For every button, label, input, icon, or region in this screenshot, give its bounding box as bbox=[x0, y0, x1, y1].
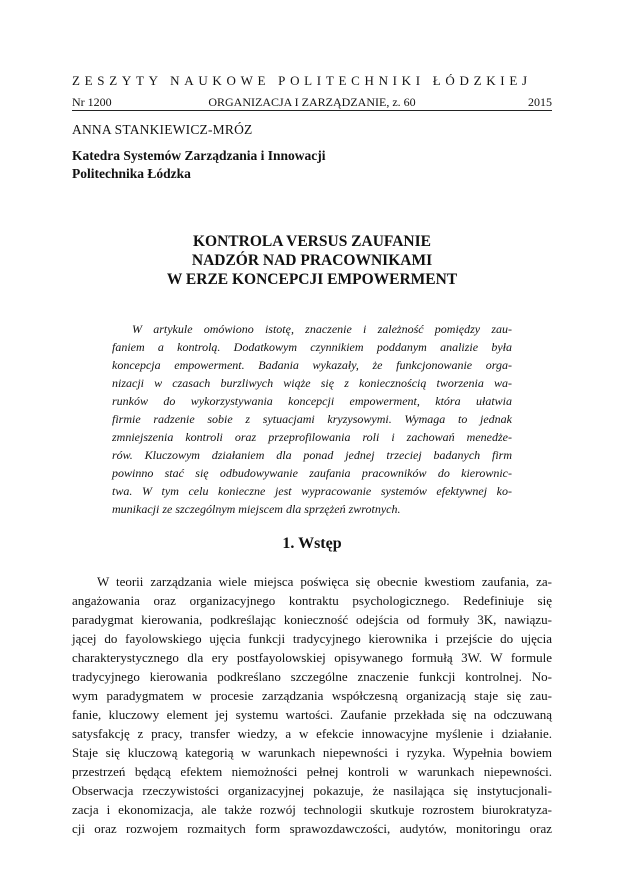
body-line: przestrzeń będącą efektem niemożności pełnej kontroli w warunkach niepewności. bbox=[72, 764, 552, 779]
abstract-line: nizacji w czasach burzliwych wiąże się z koniecznością tworzenia wa- bbox=[112, 376, 512, 390]
abstract-line: W artykule omówiono istotę, znaczenie i zależność pomiędzy zau- bbox=[132, 322, 512, 336]
body-line: fanie, kluczowy element jej systemu wartości. Zaufanie przekłada się na odczuwaną bbox=[72, 707, 552, 722]
abstract-line: powinno stać się odbudowywanie zaufania pracowników do kierownic- bbox=[112, 466, 512, 480]
body-line: wym paradygmatem w procesie zarządzania współczesną organizacją staje się zau- bbox=[72, 688, 552, 703]
paper-title-line: NADZÓR NAD PRACOWNIKAMI bbox=[191, 252, 433, 269]
abstract-line: twa. W tym celu konieczne jest wypracowanie systemów efektywnej ko- bbox=[112, 484, 512, 498]
author-name: ANNA STANKIEWICZ-MRÓZ bbox=[72, 122, 253, 137]
body-line: satysfakcję z pracy, transfer wiedzy, a w efekcie innowacyjne myślenie i działanie. bbox=[72, 726, 552, 741]
body-line: cji oraz rozwojem rozmaitych form sprawozdawczości, audytów, monitoringu oraz bbox=[72, 821, 552, 836]
abstract-line: runków do wykorzystywania koncepcji empowerment, która ułatwia bbox=[112, 394, 512, 408]
affiliation-university: Politechnika Łódzka bbox=[72, 166, 191, 181]
abstract-line: faniem a kontrolą. Dodatkowym czynnikiem poddanym analizie była bbox=[112, 340, 512, 354]
paper-title-line: W ERZE KONCEPCJI EMPOWERMENT bbox=[166, 271, 458, 288]
body-line: charakterystycznego dla ery postfayolowskiej opisywanego formułą 3W. W formule bbox=[72, 650, 552, 665]
abstract-line: rów. Kluczowym działaniem dla ponad jednej trzeciej badanych firm bbox=[112, 448, 512, 462]
body-line: zacja i ekonomizacja, ale także rozwój technologii skutkuje rozrostem biurokratyza- bbox=[72, 802, 552, 817]
abstract-line: zmniejszenia kontroli oraz przeprofilowania roli i zachowań menedże- bbox=[112, 430, 512, 444]
series-name: ORGANIZACJA I ZARZĄDZANIE, z. 60 bbox=[208, 95, 416, 109]
body-line: Staje się kluczową kategorią w warunkach niepewności i ryzyka. Wypełnia bowiem bbox=[72, 745, 552, 760]
body-line: jącej do fayolowskiego ujęcia funkcji tradycyjnego kierownika i przejście do ujęcia bbox=[72, 631, 552, 646]
abstract-line: koncepcja empowerment. Badania wykazały, że funkcjonowanie orga- bbox=[112, 358, 512, 372]
affiliation-department: Katedra Systemów Zarządzania i Innowacji bbox=[72, 148, 326, 163]
abstract-line: munikacji ze szczególnym miejscem dla sprzężeń zwrotnych. bbox=[112, 502, 401, 516]
body-line: angażowania oraz organizacyjnego kontraktu psychologicznego. Redefiniuje się bbox=[72, 593, 552, 608]
section-heading: 1. Wstęp bbox=[282, 535, 342, 552]
journal-title: ZESZYTY NAUKOWE POLITECHNIKI ŁÓDZKIEJ bbox=[72, 73, 532, 88]
body-line: Obserwacja rzeczywistości organizacyjnej pokazuje, że nasilająca się instytucjonali- bbox=[72, 783, 552, 798]
body-line: W teorii zarządzania wiele miejsca poświęca się obecnie kwestiom zaufania, za- bbox=[97, 574, 552, 589]
publication-year: 2015 bbox=[528, 95, 552, 109]
abstract-line: firmie radzenie sobie z sytuacjami kryzysowymi. Wymaga to jednak bbox=[112, 412, 512, 426]
issue-number: Nr 1200 bbox=[72, 95, 112, 109]
body-line: tradycyjnego kierowania podkreślano szczególne znaczenie funkcji kontrolnej. No- bbox=[72, 669, 552, 684]
header-rule bbox=[72, 110, 552, 111]
body-line: paradygmat kierowania, podkreślając konieczność odejścia od formuły 3K, nawiązu- bbox=[72, 612, 552, 627]
paper-title-line: KONTROLA VERSUS ZAUFANIE bbox=[192, 233, 431, 250]
